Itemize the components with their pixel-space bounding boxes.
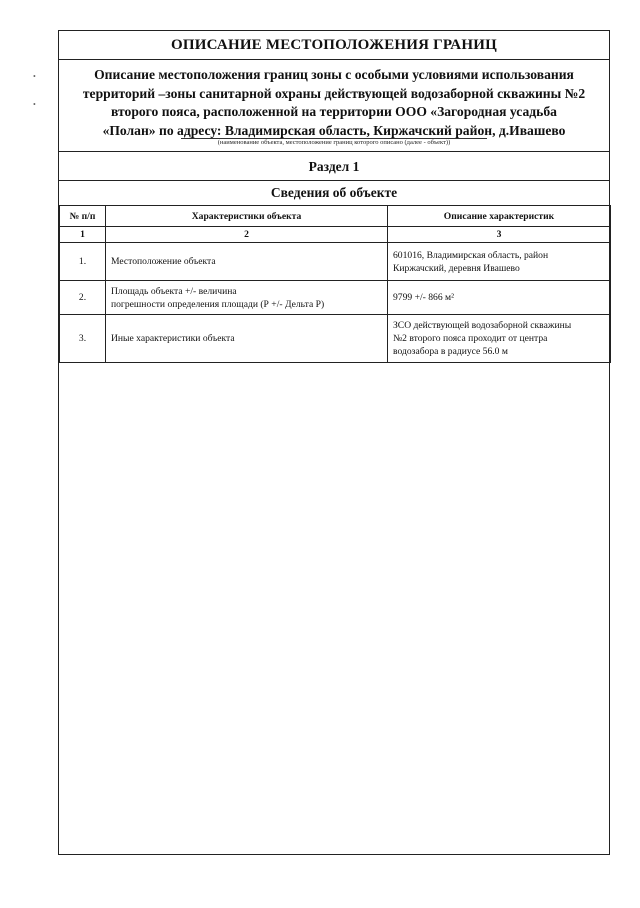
characteristic-line: Площадь объекта +/- величина	[111, 285, 237, 297]
header-cell-characteristic: Характеристики объекта	[106, 206, 388, 227]
characteristic-line: погрешности определения площади (Р +/- Дельта Р)	[111, 298, 325, 310]
characteristic-line: Иные характеристики объекта	[111, 333, 235, 344]
object-description-line: Описание местоположения границ зоны с особыми условиями использования	[94, 67, 574, 82]
header-cell-number: № п/п	[60, 206, 106, 227]
description-line: водозабора в радиусе 56.0 м	[393, 346, 508, 357]
table-header-row	[60, 206, 611, 227]
margin-mark: •	[33, 100, 36, 109]
object-description-note: (наименование объекта, местоположение границ которого описано (далее - объект))	[217, 139, 451, 146]
characteristic-line: Местоположение объекта	[111, 256, 216, 267]
description-line: 601016, Владимирская область, район	[393, 249, 549, 261]
section-subtitle: Сведения об объекте	[270, 185, 398, 200]
object-description-line: «Полан» по адресу: Владимирская область, Киржачский район, д.Ивашево	[102, 122, 566, 138]
document-frame	[58, 30, 610, 855]
table-row	[60, 315, 611, 363]
document-title: ОПИСАНИЕ МЕСТОПОЛОЖЕНИЯ ГРАНИЦ	[171, 37, 497, 53]
description-line: Киржачский, деревня Ивашево	[393, 262, 520, 274]
object-info-table	[59, 205, 611, 363]
object-description	[67, 66, 601, 140]
description-cell	[388, 281, 611, 315]
section-divider	[59, 180, 609, 181]
row-number-cell: 1.	[60, 243, 106, 281]
characteristic-cell	[106, 315, 388, 363]
table-row	[60, 243, 611, 281]
characteristic-cell	[106, 243, 388, 281]
table-column-number-row	[60, 227, 611, 243]
description-line: 9799 +/- 866 м²	[393, 292, 454, 303]
description-cell	[388, 243, 611, 281]
description-line: №2 второго пояса проходит от центра	[393, 333, 548, 344]
margin-mark: •	[33, 72, 36, 81]
row-number-cell: 3.	[60, 315, 106, 363]
column-number-cell: 1	[60, 227, 106, 243]
object-description-line: второго пояса, расположенной на территории ООО «Загородная усадьба	[111, 104, 557, 119]
column-number-cell: 2	[106, 227, 388, 243]
title-divider	[59, 59, 609, 60]
description-cell	[388, 315, 611, 363]
object-description-line: территорий –зоны санитарной охраны действующей водозаборной скважины №2	[82, 85, 586, 101]
table-row	[60, 281, 611, 315]
section-title: Раздел 1	[308, 159, 360, 174]
column-number-cell: 3	[388, 227, 611, 243]
header-cell-description: Описание характеристик	[388, 206, 611, 227]
characteristic-cell	[106, 281, 388, 315]
section-divider	[59, 151, 609, 152]
row-number-cell: 2.	[60, 281, 106, 315]
description-line: ЗСО действующей водозаборной скважины	[393, 320, 572, 331]
